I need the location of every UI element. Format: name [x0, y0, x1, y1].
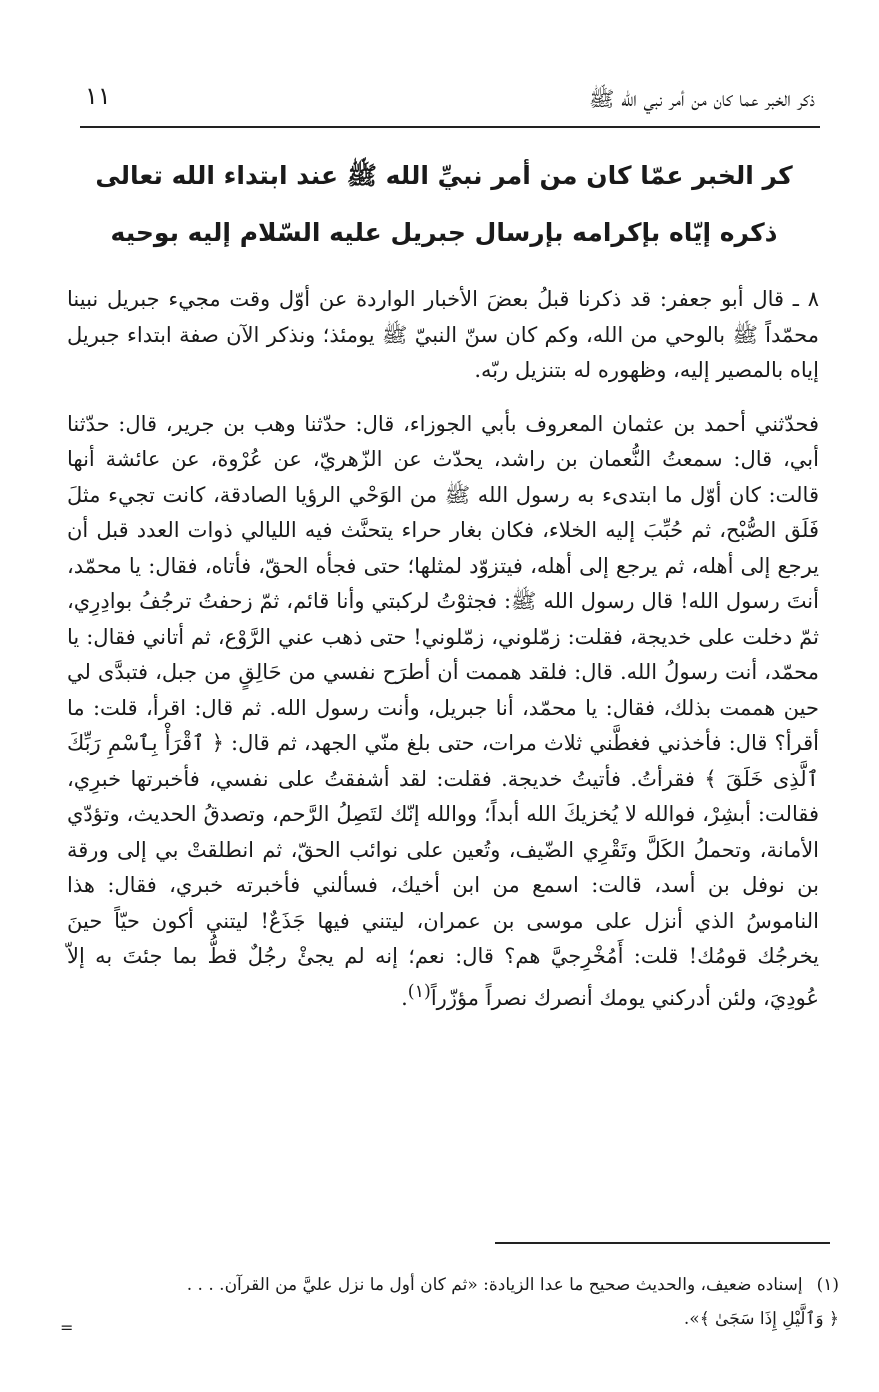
paragraph-2-end: .	[401, 985, 408, 1010]
header-rule	[80, 126, 820, 128]
footnote-line2: ﴿ وَٱلَّيْلِ إِذَا سَجَىٰ ﴾».	[683, 1309, 839, 1329]
chapter-title-line1: كر الخبر عمّا كان من أمر نبيِّ الله ﷺ عند ابتداء الله تعالى	[95, 161, 793, 190]
footnote	[64, 1268, 839, 1336]
footnote-rule	[495, 1242, 830, 1244]
chapter-title-line2: ذكره إيّاه بإكرامه بإرسال جبريل عليه السّلام إليه بوحيه	[110, 218, 778, 247]
paragraph-1	[67, 282, 819, 389]
running-header	[85, 82, 815, 118]
paragraph-2-text: فحدّثني أحمد بن عثمان المعروف بأبي الجوزاء، قال: حدّثنا وهب بن جرير، قال: حدّثنا أبي، قال: سمعتُ النُّعمان بن راشد، يحدّث عن الزّهريّ، عن عُرْوة، عن عائشة أنها قالت: كان أوّل ما ابتدىء به رسول الله ﷺ من الوَحْي الرؤيا الصادقة، كانت تجيء مثلَ فَلَق الصُّبْح، ثم حُبِّبَ إليه الخلاء، فكان بغار حراء يتحنَّث فيه الليالي ذوات العدد قبل أن يرجع إلى أهله، ثم يرجع إلى أهله، فيتزوّد لمثلها؛ حتى فجأه الحقّ، فأتاه، فقال: يا محمّد، أنتَ رسول الله! قال رسول الله ﷺ: فجثوْتُ لركبتي وأنا قائم، ثمّ زحفتُ ترجُفُ بوادِرِي، ثمّ دخلت على خديجة، فقلت: زمّلوني، زمّلوني! حتى ذهب عني الرَّوْع، ثم أتاني فقال: يا محمّد، أنت رسولُ الله. قال: فلقد هممت أن أطرَح نفسي من حَالِقٍ من جبل، فتبدَّى لي حين هممت بذلك، فقال: يا محمّد، أنا جبريل، وأنت رسول الله. ثم قال: اقرأ، قلت: ما أقرأ؟ قال: فأخذني فغطَّني ثلاث مرات، حتى بلغ منّي الجهد، ثم قال: ﴿ ٱقْرَأْ بِٱسْمِ رَبِّكَ ٱلَّذِى خَلَقَ ﴾ فقرأتُ. فأتيتُ خديجة. فقلت: لقد أشفقتُ على نفسي، فأخبرتها خبرِي، فقالت: أبشِرْ، فوالله لا يُخزيكَ الله أبداً؛ ووالله إنّك لتَصِلُ الرَّحم، وتصدقُ الحديث، وتؤدّي الأمانة، وتحملُ الكَلَّ وتَقْرِي الضّيف، وتُعين على نوائب الحقّ، ثم انطلقتْ بي إلى ورقة بن نوفل بن أسد، قالت: اسمع من ابن أخيك، فسألني فأخبرته خبري، فقال: هذا الناموسُ الذي أنزل على موسى بن عمران، ليتني فيها جَذَعٌ! ليتني أكون حيّاً حينَ يخرجُك قومُك! قلت: أَمُخْرِجيَّ هم؟ قال: نعم؛ إنه لم يجئْ رجُلٌ قطُّ بما جئتَ به إلاّ عُودِيَ، ولئن أدركني يومك أنصرك نصراً مؤزّراً	[67, 411, 819, 1010]
running-title: ذكر الخبر عما كان من أمر نبي الله ﷺ	[589, 87, 815, 111]
page-number: ١١	[85, 82, 111, 110]
footnote-reference[interactable]: (١)	[407, 981, 431, 1002]
continuation-mark: =	[60, 1318, 74, 1337]
paragraph-1-text: قال أبو جعفر: قد ذكرنا قبلُ بعضَ الأخبار الواردة عن أوّل وقت مجيء جبريل نبينا محمّداً ﷺ بالوحي من الله، وكم كان سنّ النبيّ ﷺ يومئذ؛ ونذكر الآن صفة ابتداء جبريل إياه بالمصير إليه، وظهوره له بتنزيل ربّه.	[67, 287, 819, 382]
paragraph-number: ٨ ـ	[792, 287, 819, 311]
paragraph-2	[67, 407, 819, 1017]
footnote-text: إسناده ضعيف، والحديث صحيح ما عدا الزيادة: «ثم كان أول ما نزل عليَّ من القرآن. . . .	[186, 1275, 803, 1295]
footnote-marker: (١)	[816, 1275, 839, 1295]
footnote-line1	[64, 1268, 839, 1302]
body-text	[67, 282, 819, 1016]
